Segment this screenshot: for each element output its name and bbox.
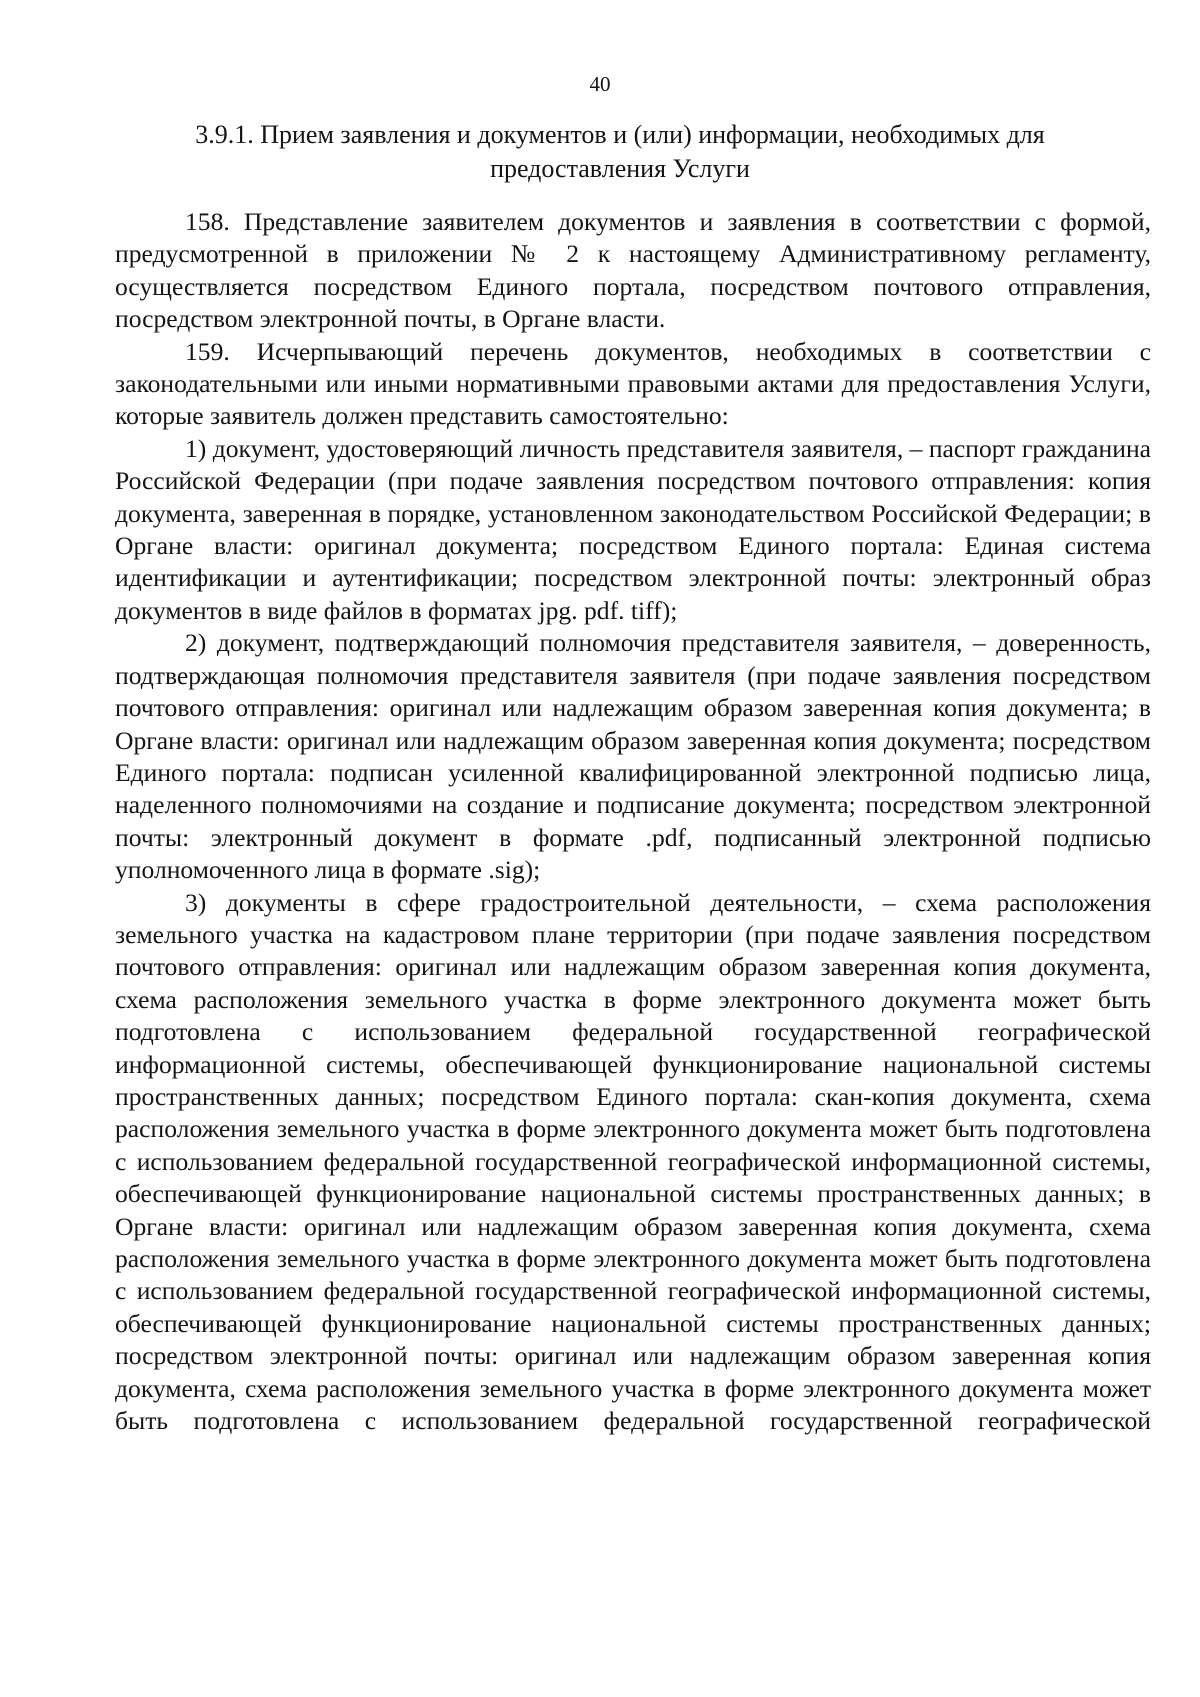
list-item-3: 3) документы в сфере градостроительной деятельности, – схема расположения земельного участка на кадастровом плане территории (при подаче заявления посредством почтового отправления: оригинал или надлежащим образом заверенная копия документа, схема расположения земельного участка в форме электронного документа может быть подготовлена с использованием федеральной государственной географической информационной системы, обеспечивающей функционирование национальной системы пространственных данных; посредством Единого портала: скан-копия документа, схема расположения земельного участка в форме электронного документа может быть подготовлена с использованием федеральной государственной географической информационной системы, обеспечивающей функционирование национальной системы пространственных данных; в Органе власти: оригинал или надлежащим образом заверенная копия документа, схема расположения земельного участка в форме электронного документа может быть подготовлена с использованием федеральной государственной географической информационной системы, обеспечивающей функционирование национальной системы пространственных данных; посредством электронной почты: оригинал или надлежащим образом заверенная копия документа, схема расположения земельного участка в форме электронного документа может быть подготовлена с использованием федеральной государственной географической <box>115 887 1151 1436</box>
paragraph-158: 158. Представление заявителем документов и заявления в соответствии с формой, предусмотренной в приложении № 2 к настоящему Административному регламенту, осуществляется посредством Единого портала, посредством почтового отправления, посредством электронной почты, в Органе власти. <box>115 207 1151 334</box>
list-item-1: 1) документ, удостоверяющий личность представителя заявителя, – паспорт гражданина Российской Федерации (при подаче заявления посредством почтового отправления: копия документа, заверенная в порядке, установленном законодательством Российской Федерации; в Органе власти: оригинал документа; посредством Единого портала: Единая система идентификации и аутентификации; посредством электронной почты: электронный образ документов в виде файлов в форматах jpg. pdf. tiff); <box>115 433 1151 625</box>
section-heading <box>140 118 1100 186</box>
paragraph-159: 159. Исчерпывающий перечень документов, необходимых в соответствии с законодательными или иными нормативными правовыми актами для предоставления Услуги, которые заявитель должен представить самостоятельно: <box>115 336 1151 431</box>
list-item-2: 2) документ, подтверждающий полномочия представителя заявителя, – доверенность, подтверждающая полномочия представителя заявителя (при подаче заявления посредством почтового отправления: оригинал или надлежащим образом заверенная копия документа; в Органе власти: оригинал или надлежащим образом заверенная копия документа; посредством Единого портала: подписан усиленной квалифицированной электронной подписью лица, наделенного полномочиями на создание и подписание документа; посредством электронной почты: электронный документ в формате .pdf, подписанный электронной подписью уполномоченного лица в формате .sig); <box>115 628 1151 885</box>
body-text <box>115 206 1151 1437</box>
section-heading-line: предоставления Услуги <box>490 154 750 183</box>
section-heading-line: 3.9.1. Прием заявления и документов и (или) информации, необходимых для <box>195 120 1045 149</box>
page-number: 40 <box>589 72 611 96</box>
